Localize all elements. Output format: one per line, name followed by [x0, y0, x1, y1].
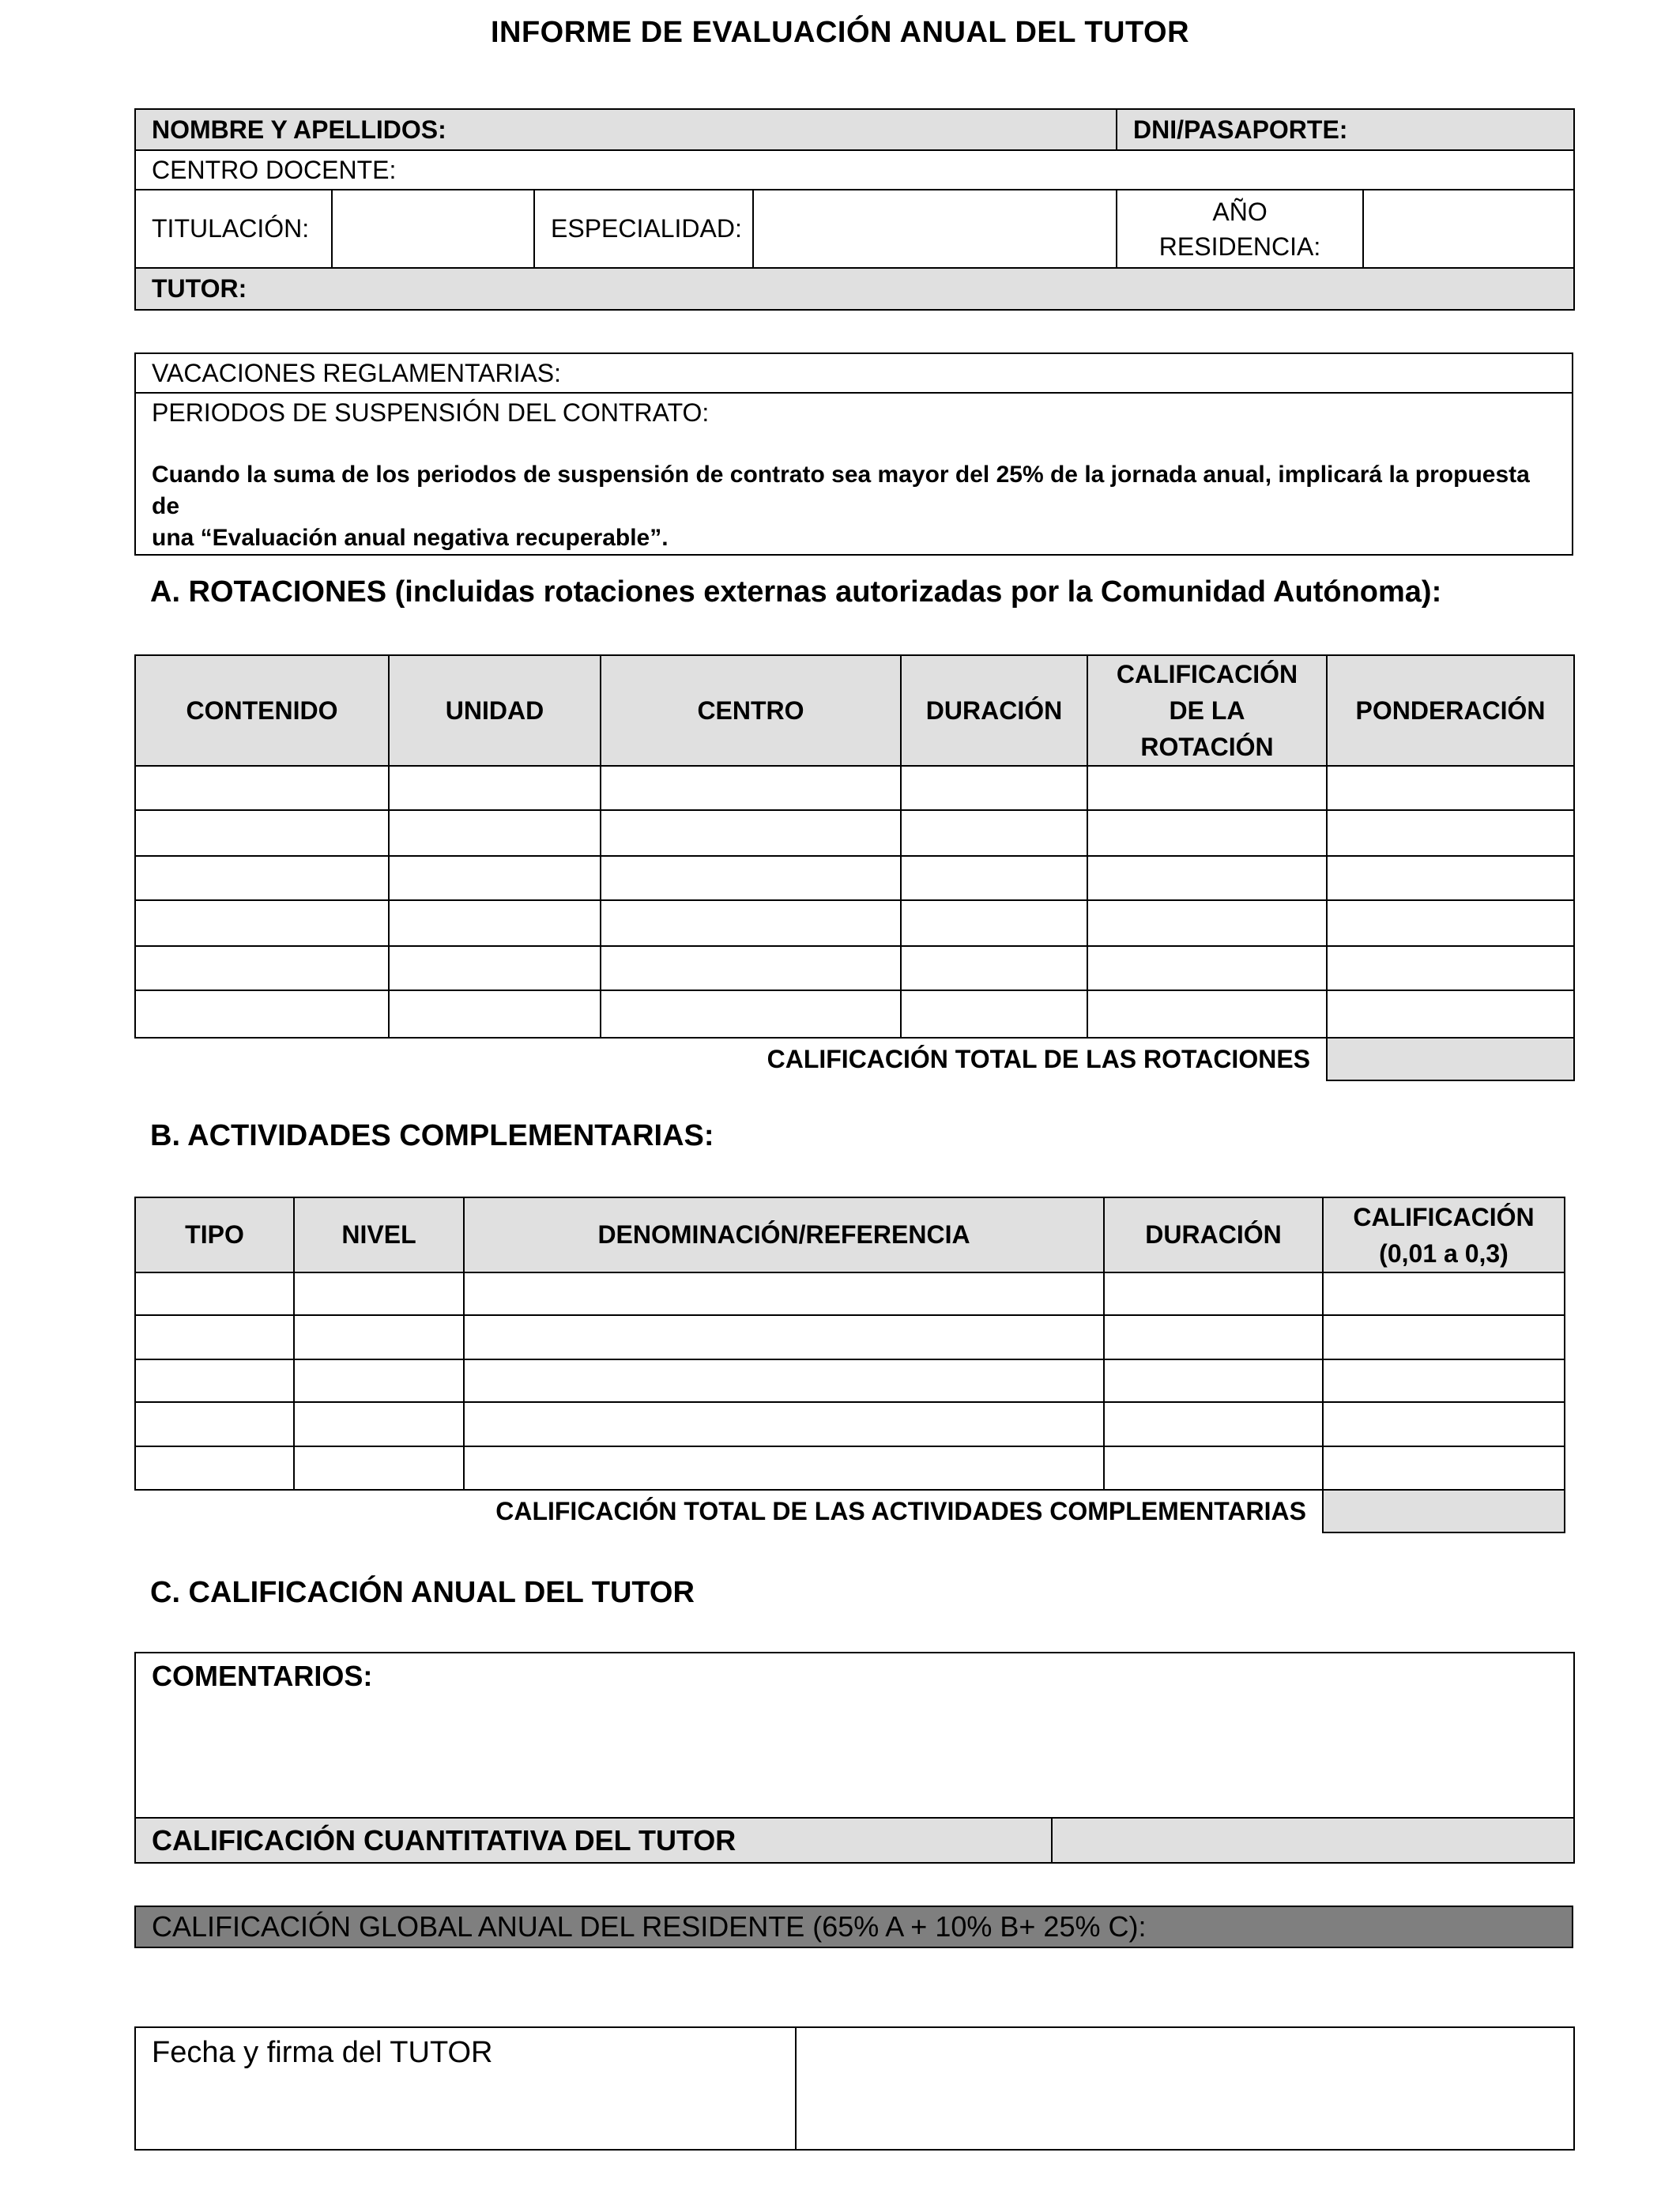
cell[interactable]	[1327, 946, 1574, 990]
table-row	[135, 990, 1574, 1038]
col-nivel: NIVEL	[294, 1197, 464, 1272]
ano-residencia-field[interactable]	[1363, 190, 1574, 268]
cell[interactable]	[1087, 946, 1327, 990]
col-calificacion-rotacion	[1087, 655, 1327, 766]
cell[interactable]	[389, 946, 601, 990]
cell[interactable]	[601, 946, 901, 990]
cell[interactable]	[901, 900, 1087, 946]
cell[interactable]	[901, 766, 1087, 810]
cell[interactable]	[464, 1272, 1104, 1315]
colb5-line2: (0,01 a 0,3)	[1379, 1238, 1509, 1268]
cell[interactable]	[601, 990, 901, 1038]
ano-residencia-label	[1117, 190, 1363, 268]
cell[interactable]	[294, 1272, 464, 1315]
suspension-cell	[135, 393, 1573, 555]
cuantitativa-label: CALIFICACIÓN CUANTITATIVA DEL TUTOR	[135, 1818, 1052, 1863]
col5-line3: ROTACIÓN	[1140, 733, 1274, 761]
cell[interactable]	[135, 1315, 294, 1359]
cell[interactable]	[1323, 1446, 1565, 1490]
document-title: INFORME DE EVALUACIÓN ANUAL DEL TUTOR	[490, 16, 1190, 49]
section-a-title: A. ROTACIONES (incluidas rotaciones externas autorizadas por la Comunidad Autónoma):	[150, 575, 1442, 609]
cell[interactable]	[901, 990, 1087, 1038]
cell[interactable]	[1087, 766, 1327, 810]
col5-line1: CALIFICACIÓN	[1116, 660, 1298, 688]
cell[interactable]	[1327, 990, 1574, 1038]
cell[interactable]	[294, 1315, 464, 1359]
cell[interactable]	[389, 856, 601, 900]
firma-field[interactable]	[796, 2027, 1574, 2150]
table-row	[135, 1402, 1565, 1446]
cell[interactable]	[135, 946, 389, 990]
nombre-label: NOMBRE Y APELLIDOS:	[135, 109, 1117, 150]
table-row	[135, 946, 1574, 990]
col-denominacion: DENOMINACIÓN/REFERENCIA	[464, 1197, 1104, 1272]
colb5-line1: CALIFICACIÓN	[1353, 1202, 1535, 1231]
cell[interactable]	[294, 1402, 464, 1446]
cell[interactable]	[601, 766, 901, 810]
cell[interactable]	[135, 900, 389, 946]
cell[interactable]	[601, 856, 901, 900]
actividades-table	[134, 1197, 1565, 1533]
cell[interactable]	[135, 1402, 294, 1446]
cell[interactable]	[464, 1359, 1104, 1402]
cell[interactable]	[1327, 766, 1574, 810]
cell[interactable]	[1323, 1402, 1565, 1446]
col-duracion-b: DURACIÓN	[1104, 1197, 1323, 1272]
titulacion-field[interactable]	[332, 190, 534, 268]
especialidad-field[interactable]	[753, 190, 1117, 268]
table-row	[135, 856, 1574, 900]
cell[interactable]	[1104, 1446, 1323, 1490]
table-row	[135, 1272, 1565, 1315]
vacaciones-table	[134, 352, 1573, 556]
table-row	[135, 1359, 1565, 1402]
cell[interactable]	[135, 1446, 294, 1490]
cell[interactable]	[901, 946, 1087, 990]
cell[interactable]	[135, 766, 389, 810]
rotaciones-table	[134, 654, 1575, 1081]
cell[interactable]	[1087, 990, 1327, 1038]
cell[interactable]	[1104, 1272, 1323, 1315]
cell[interactable]	[389, 766, 601, 810]
col-contenido: CONTENIDO	[135, 655, 389, 766]
cell[interactable]	[1087, 810, 1327, 856]
section-b-title: B. ACTIVIDADES COMPLEMENTARIAS:	[150, 1119, 714, 1152]
table-row	[135, 1446, 1565, 1490]
cell[interactable]	[389, 810, 601, 856]
cell[interactable]	[389, 990, 601, 1038]
table-row	[135, 766, 1574, 810]
header-table	[134, 108, 1575, 311]
comentarios-cell[interactable]	[135, 1653, 1574, 1818]
firma-table	[134, 2026, 1575, 2151]
total-actividades-label: CALIFICACIÓN TOTAL DE LAS ACTIVIDADES COMPLEMENTARIAS	[135, 1490, 1323, 1532]
cell[interactable]	[464, 1446, 1104, 1490]
col-duracion: DURACIÓN	[901, 655, 1087, 766]
table-row	[135, 900, 1574, 946]
total-rotaciones-field[interactable]	[1327, 1038, 1574, 1080]
suspension-note-line1: Cuando la suma de los periodos de suspensión de contrato sea mayor del 25% de la jornada anual, implicará la propuesta de	[152, 462, 1530, 519]
comentarios-label: COMENTARIOS:	[152, 1660, 373, 1692]
total-actividades-field[interactable]	[1323, 1490, 1565, 1532]
dni-label: DNI/PASAPORTE:	[1117, 109, 1574, 150]
total-rotaciones-label: CALIFICACIÓN TOTAL DE LAS ROTACIONES	[135, 1038, 1327, 1080]
cell[interactable]	[901, 856, 1087, 900]
table-row	[135, 810, 1574, 856]
suspension-note-line2: una “Evaluación anual negativa recuperable”.	[152, 525, 669, 551]
cuantitativa-field[interactable]	[1052, 1818, 1574, 1863]
cell[interactable]	[135, 856, 389, 900]
vacaciones-label: VACACIONES REGLAMENTARIAS:	[135, 353, 1573, 393]
cell[interactable]	[1323, 1359, 1565, 1402]
cell[interactable]	[135, 990, 389, 1038]
centro-docente-label: CENTRO DOCENTE:	[135, 150, 1574, 190]
cell[interactable]	[135, 810, 389, 856]
tutor-calificacion-table	[134, 1652, 1575, 1864]
cell[interactable]	[294, 1446, 464, 1490]
col5-line2: DE LA	[1169, 696, 1245, 725]
cell[interactable]	[1327, 810, 1574, 856]
cell[interactable]	[1104, 1359, 1323, 1402]
cell[interactable]	[901, 810, 1087, 856]
cell[interactable]	[464, 1315, 1104, 1359]
cell[interactable]	[1323, 1272, 1565, 1315]
table-row	[135, 1315, 1565, 1359]
section-c-title: C. CALIFICACIÓN ANUAL DEL TUTOR	[150, 1576, 695, 1609]
global-calificacion-bar: CALIFICACIÓN GLOBAL ANUAL DEL RESIDENTE (65% A + 10% B+ 25% C):	[134, 1906, 1573, 1948]
cell[interactable]	[1087, 856, 1327, 900]
cell[interactable]	[135, 1359, 294, 1402]
cell[interactable]	[1087, 900, 1327, 946]
col-calificacion-b	[1323, 1197, 1565, 1272]
cell[interactable]	[1104, 1315, 1323, 1359]
cell[interactable]	[1327, 856, 1574, 900]
col-ponderacion: PONDERACIÓN	[1327, 655, 1574, 766]
cell[interactable]	[294, 1359, 464, 1402]
ano-label-line1: AÑO	[1212, 197, 1268, 226]
cell[interactable]	[601, 900, 901, 946]
firma-label: Fecha y firma del TUTOR	[135, 2027, 796, 2150]
cell[interactable]	[135, 1272, 294, 1315]
col-tipo: TIPO	[135, 1197, 294, 1272]
cell[interactable]	[601, 810, 901, 856]
cell[interactable]	[464, 1402, 1104, 1446]
col-unidad: UNIDAD	[389, 655, 601, 766]
ano-label-line2: RESIDENCIA:	[1158, 232, 1321, 261]
cell[interactable]	[1327, 900, 1574, 946]
especialidad-label: ESPECIALIDAD:	[534, 190, 753, 268]
titulacion-label: TITULACIÓN:	[135, 190, 332, 268]
cell[interactable]	[389, 900, 601, 946]
tutor-label: TUTOR:	[135, 268, 1574, 310]
cell[interactable]	[1104, 1402, 1323, 1446]
cell[interactable]	[1323, 1315, 1565, 1359]
suspension-label: PERIODOS DE SUSPENSIÓN DEL CONTRATO:	[152, 398, 710, 427]
col-centro: CENTRO	[601, 655, 901, 766]
